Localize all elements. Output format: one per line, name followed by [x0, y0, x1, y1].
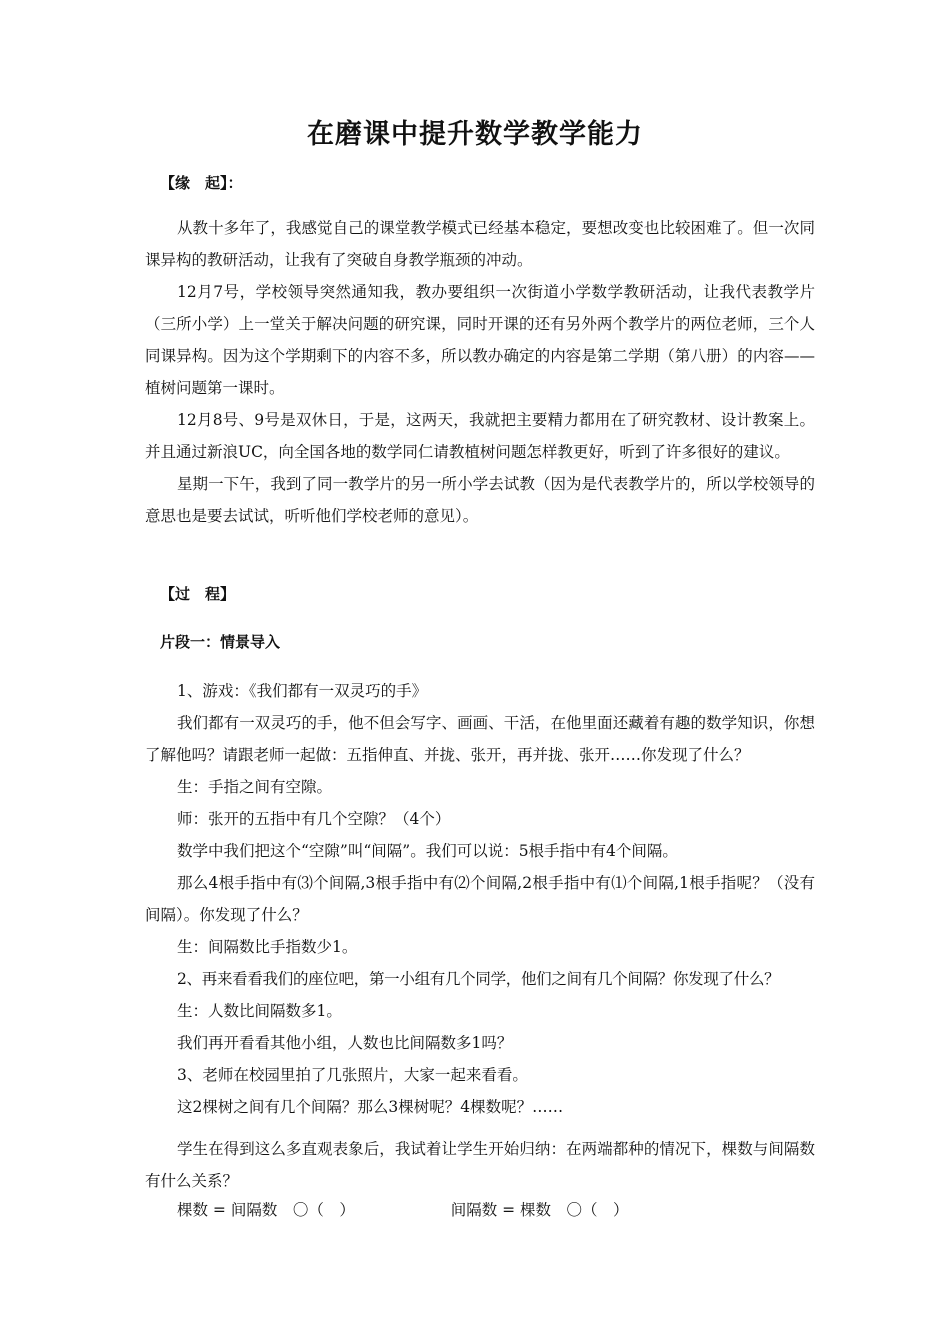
paragraph: 星期一下午，我到了同一教学片的另一所小学去试教（因为是代表教学片的，所以学校领导的意思也是要去试试，听听他们学校老师的意见）。 [145, 475, 815, 525]
list-item: 2、再来看看我们的座位吧，第一小组有几个同学，他们之间有几个间隔？你发现了什么？ [177, 970, 780, 988]
text-line: 这2棵树之间有几个间隔？那么3棵树呢？4棵数呢？…… [177, 1098, 564, 1116]
formula-left: 棵数 = 间隔数 〇（ ） [177, 1201, 355, 1219]
text-line: 我们再开看看其他小组，人数也比间隔数多1吗？ [177, 1034, 513, 1052]
formula-row [177, 1198, 629, 1220]
paragraph: 那么4根手指中有⑶个间隔,3根手指中有⑵个间隔,2根手指中有⑴个间隔,1根手指呢？（没有间隔）。你发现了什么？ [145, 874, 815, 924]
summary-section [145, 1133, 815, 1197]
text-line: 数学中我们把这个“空隙”叫“间隔”。我们可以说：5根手指中有4个间隔。 [177, 842, 678, 860]
process-heading: 【过 程】 [160, 585, 236, 603]
formula-right: 间隔数 = 棵数 〇（ ） [450, 1201, 629, 1219]
paragraph: 学生在得到这么多直观表象后，我试着让学生开始归纳：在两端都种的情况下，棵数与间隔数有什么关系？ [145, 1140, 815, 1190]
student-line: 生：人数比间隔数多1。 [177, 1002, 342, 1020]
student-line: 生：间隔数比手指数少1。 [177, 938, 358, 956]
paragraph: 12月7号，学校领导突然通知我，教办要组织一次街道小学数学教研活动，让我代表教学片（三所小学）上一堂关于解决问题的研究课，同时开课的还有另外两个教学片的两位老师，三个人同课异构。因为这个学期剩下的内容不多，所以教办确定的内容是第二学期（第八册）的内容——植树问题第一课时。 [145, 283, 815, 397]
origin-section [145, 212, 815, 532]
page-title: 在磨课中提升数学教学能力 [307, 119, 643, 150]
paragraph: 从教十多年了，我感觉自己的课堂教学模式已经基本稳定，要想改变也比较困难了。但一次同课异构的教研活动，让我有了突破自身教学瓶颈的冲动。 [145, 219, 815, 269]
paragraph: 12月8号、9号是双休日，于是，这两天，我就把主要精力都用在了研究教材、设计教案上。并且通过新浪UC，向全国各地的数学同仁请教植树问题怎样教更好，听到了许多很好的建议。 [145, 411, 815, 461]
list-item: 3、老师在校园里拍了几张照片，大家一起来看看。 [177, 1066, 528, 1084]
student-line: 生：手指之间有空隙。 [177, 778, 333, 796]
list-item: 1、游戏：《我们都有一双灵巧的手》 [177, 682, 428, 700]
paragraph: 我们都有一双灵巧的手，他不但会写字、画画、干活，在他里面还藏着有趣的数学知识，你想了解他吗？请跟老师一起做：五指伸直、并拢、张开，再并拢、张开……你发现了什么？ [145, 714, 815, 764]
fragment1-heading: 片段一：情景导入 [160, 633, 281, 651]
fragment1-section [145, 675, 815, 1123]
origin-heading: 【缘 起】： [160, 174, 243, 192]
teacher-line: 师：张开的五指中有几个空隙？（4个） [177, 810, 451, 828]
